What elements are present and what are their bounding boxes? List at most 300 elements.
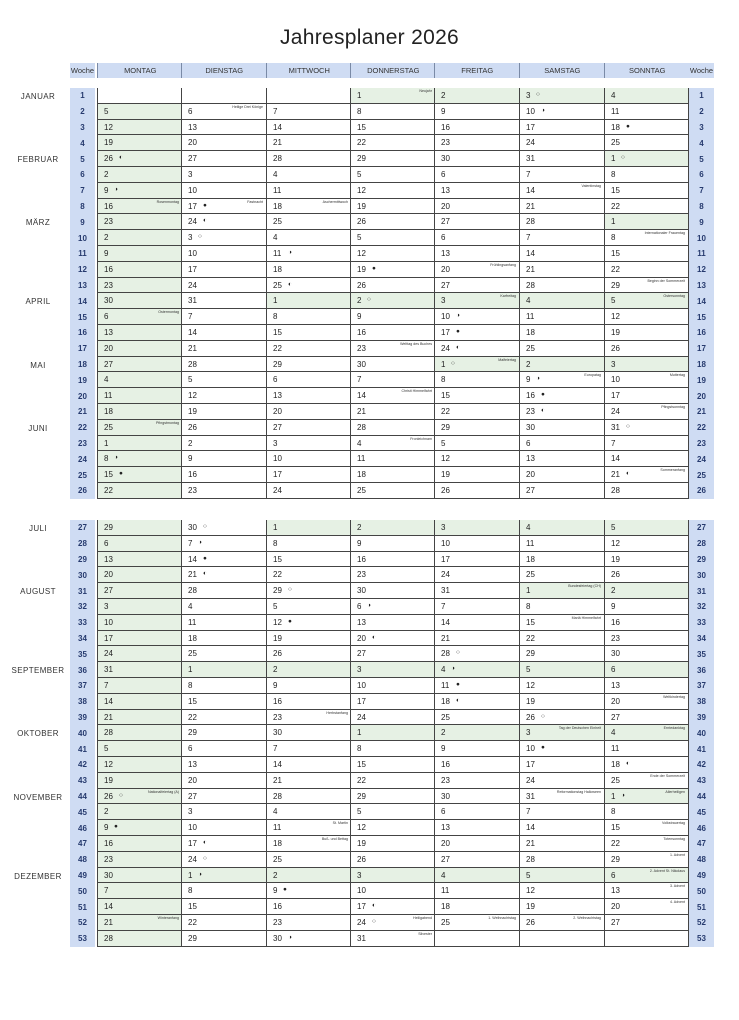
day-cell[interactable] xyxy=(434,631,519,647)
day-cell[interactable] xyxy=(181,694,266,710)
day-cell[interactable] xyxy=(519,631,604,647)
day-cell[interactable] xyxy=(97,230,182,246)
day-cell[interactable] xyxy=(350,646,435,662)
day-cell[interactable] xyxy=(181,467,266,483)
day-cell[interactable] xyxy=(266,467,351,483)
day-cell[interactable] xyxy=(181,836,266,852)
day-cell[interactable] xyxy=(350,599,435,615)
day-cell[interactable] xyxy=(604,135,689,151)
day-cell[interactable] xyxy=(97,88,182,104)
day-cell[interactable] xyxy=(519,325,604,341)
day-cell[interactable] xyxy=(350,567,435,583)
day-cell[interactable] xyxy=(266,868,351,884)
day-cell[interactable] xyxy=(350,151,435,167)
day-cell[interactable] xyxy=(434,789,519,805)
day-cell[interactable] xyxy=(97,931,182,947)
day-cell[interactable] xyxy=(350,309,435,325)
day-cell[interactable] xyxy=(604,631,689,647)
day-cell[interactable] xyxy=(519,199,604,215)
day-cell[interactable] xyxy=(350,915,435,931)
day-cell[interactable] xyxy=(266,646,351,662)
day-cell[interactable] xyxy=(97,868,182,884)
day-cell[interactable] xyxy=(350,552,435,568)
day-cell[interactable] xyxy=(519,567,604,583)
day-cell[interactable] xyxy=(519,757,604,773)
day-cell[interactable] xyxy=(434,325,519,341)
day-cell[interactable] xyxy=(350,868,435,884)
day-cell[interactable] xyxy=(266,293,351,309)
day-cell[interactable] xyxy=(181,773,266,789)
day-cell[interactable] xyxy=(97,520,182,536)
day-cell[interactable] xyxy=(350,357,435,373)
day-cell[interactable] xyxy=(181,789,266,805)
day-cell[interactable] xyxy=(350,135,435,151)
day-cell[interactable] xyxy=(181,662,266,678)
day-cell[interactable] xyxy=(604,436,689,452)
day-cell[interactable] xyxy=(181,388,266,404)
day-cell[interactable] xyxy=(519,451,604,467)
day-cell[interactable] xyxy=(181,483,266,499)
day-cell[interactable] xyxy=(604,725,689,741)
day-cell[interactable] xyxy=(434,520,519,536)
day-cell[interactable] xyxy=(266,678,351,694)
day-cell[interactable] xyxy=(97,615,182,631)
day-cell[interactable] xyxy=(350,388,435,404)
day-cell[interactable] xyxy=(97,183,182,199)
day-cell[interactable] xyxy=(266,536,351,552)
day-cell[interactable] xyxy=(350,325,435,341)
day-cell[interactable] xyxy=(97,915,182,931)
day-cell[interactable] xyxy=(266,230,351,246)
day-cell[interactable] xyxy=(181,599,266,615)
day-cell[interactable] xyxy=(519,309,604,325)
day-cell[interactable] xyxy=(181,278,266,294)
day-cell[interactable] xyxy=(604,804,689,820)
day-cell[interactable] xyxy=(604,852,689,868)
day-cell[interactable] xyxy=(434,230,519,246)
day-cell[interactable] xyxy=(181,135,266,151)
day-cell[interactable] xyxy=(97,388,182,404)
day-cell[interactable] xyxy=(350,757,435,773)
day-cell[interactable] xyxy=(350,678,435,694)
day-cell[interactable] xyxy=(181,631,266,647)
day-cell[interactable] xyxy=(97,646,182,662)
day-cell[interactable] xyxy=(350,167,435,183)
day-cell[interactable] xyxy=(266,899,351,915)
day-cell[interactable] xyxy=(97,199,182,215)
day-cell[interactable] xyxy=(519,789,604,805)
day-cell[interactable] xyxy=(350,789,435,805)
day-cell[interactable] xyxy=(604,883,689,899)
day-cell[interactable] xyxy=(604,388,689,404)
day-cell[interactable] xyxy=(519,467,604,483)
day-cell[interactable] xyxy=(604,741,689,757)
day-cell[interactable] xyxy=(266,341,351,357)
day-cell[interactable] xyxy=(350,214,435,230)
day-cell[interactable] xyxy=(181,451,266,467)
day-cell[interactable] xyxy=(519,151,604,167)
day-cell[interactable] xyxy=(266,246,351,262)
day-cell[interactable] xyxy=(350,931,435,947)
day-cell[interactable] xyxy=(604,868,689,884)
day-cell[interactable] xyxy=(350,631,435,647)
day-cell[interactable] xyxy=(604,309,689,325)
day-cell[interactable] xyxy=(350,262,435,278)
day-cell[interactable] xyxy=(604,214,689,230)
day-cell[interactable] xyxy=(97,246,182,262)
day-cell[interactable] xyxy=(181,199,266,215)
day-cell[interactable] xyxy=(97,151,182,167)
day-cell[interactable] xyxy=(97,536,182,552)
day-cell[interactable] xyxy=(266,183,351,199)
day-cell[interactable] xyxy=(181,820,266,836)
day-cell[interactable] xyxy=(350,520,435,536)
day-cell[interactable] xyxy=(181,372,266,388)
day-cell[interactable] xyxy=(97,725,182,741)
day-cell[interactable] xyxy=(434,615,519,631)
day-cell[interactable] xyxy=(604,710,689,726)
day-cell[interactable] xyxy=(350,725,435,741)
day-cell[interactable] xyxy=(97,404,182,420)
day-cell[interactable] xyxy=(266,520,351,536)
day-cell[interactable] xyxy=(519,694,604,710)
day-cell[interactable] xyxy=(266,278,351,294)
day-cell[interactable] xyxy=(181,151,266,167)
day-cell[interactable] xyxy=(519,520,604,536)
day-cell[interactable] xyxy=(97,662,182,678)
day-cell[interactable] xyxy=(519,183,604,199)
day-cell[interactable] xyxy=(519,357,604,373)
day-cell[interactable] xyxy=(434,404,519,420)
day-cell[interactable] xyxy=(350,710,435,726)
day-cell[interactable] xyxy=(434,120,519,136)
day-cell[interactable] xyxy=(434,646,519,662)
day-cell[interactable] xyxy=(181,567,266,583)
day-cell[interactable] xyxy=(266,583,351,599)
day-cell[interactable] xyxy=(604,293,689,309)
day-cell[interactable] xyxy=(266,483,351,499)
day-cell[interactable] xyxy=(604,899,689,915)
day-cell[interactable] xyxy=(266,836,351,852)
day-cell[interactable] xyxy=(434,135,519,151)
day-cell[interactable] xyxy=(181,246,266,262)
day-cell[interactable] xyxy=(181,183,266,199)
day-cell[interactable] xyxy=(266,388,351,404)
day-cell[interactable] xyxy=(266,931,351,947)
day-cell[interactable] xyxy=(97,451,182,467)
day-cell[interactable] xyxy=(181,357,266,373)
day-cell[interactable] xyxy=(604,420,689,436)
day-cell[interactable] xyxy=(519,246,604,262)
day-cell[interactable] xyxy=(266,757,351,773)
day-cell[interactable] xyxy=(434,372,519,388)
day-cell[interactable] xyxy=(97,552,182,568)
day-cell[interactable] xyxy=(266,120,351,136)
day-cell[interactable] xyxy=(350,883,435,899)
day-cell[interactable] xyxy=(434,388,519,404)
day-cell[interactable] xyxy=(604,341,689,357)
day-cell[interactable] xyxy=(519,104,604,120)
day-cell[interactable] xyxy=(434,931,519,947)
day-cell[interactable] xyxy=(604,552,689,568)
day-cell[interactable] xyxy=(604,646,689,662)
day-cell[interactable] xyxy=(181,678,266,694)
day-cell[interactable] xyxy=(519,804,604,820)
day-cell[interactable] xyxy=(266,694,351,710)
day-cell[interactable] xyxy=(604,599,689,615)
day-cell[interactable] xyxy=(519,725,604,741)
day-cell[interactable] xyxy=(97,789,182,805)
day-cell[interactable] xyxy=(519,404,604,420)
day-cell[interactable] xyxy=(350,246,435,262)
day-cell[interactable] xyxy=(97,804,182,820)
day-cell[interactable] xyxy=(181,536,266,552)
day-cell[interactable] xyxy=(350,372,435,388)
day-cell[interactable] xyxy=(604,167,689,183)
day-cell[interactable] xyxy=(434,309,519,325)
day-cell[interactable] xyxy=(97,599,182,615)
day-cell[interactable] xyxy=(519,214,604,230)
day-cell[interactable] xyxy=(519,678,604,694)
day-cell[interactable] xyxy=(519,88,604,104)
day-cell[interactable] xyxy=(604,483,689,499)
day-cell[interactable] xyxy=(434,104,519,120)
day-cell[interactable] xyxy=(97,757,182,773)
day-cell[interactable] xyxy=(181,725,266,741)
day-cell[interactable] xyxy=(97,357,182,373)
day-cell[interactable] xyxy=(97,120,182,136)
day-cell[interactable] xyxy=(350,120,435,136)
day-cell[interactable] xyxy=(434,694,519,710)
day-cell[interactable] xyxy=(519,372,604,388)
day-cell[interactable] xyxy=(266,804,351,820)
day-cell[interactable] xyxy=(604,451,689,467)
day-cell[interactable] xyxy=(519,710,604,726)
day-cell[interactable] xyxy=(604,262,689,278)
day-cell[interactable] xyxy=(604,662,689,678)
day-cell[interactable] xyxy=(604,404,689,420)
day-cell[interactable] xyxy=(181,552,266,568)
day-cell[interactable] xyxy=(97,167,182,183)
day-cell[interactable] xyxy=(350,804,435,820)
day-cell[interactable] xyxy=(434,662,519,678)
day-cell[interactable] xyxy=(350,773,435,789)
day-cell[interactable] xyxy=(434,852,519,868)
day-cell[interactable] xyxy=(434,88,519,104)
day-cell[interactable] xyxy=(181,710,266,726)
day-cell[interactable] xyxy=(181,883,266,899)
day-cell[interactable] xyxy=(604,915,689,931)
day-cell[interactable] xyxy=(266,167,351,183)
day-cell[interactable] xyxy=(604,820,689,836)
day-cell[interactable] xyxy=(519,599,604,615)
day-cell[interactable] xyxy=(350,583,435,599)
day-cell[interactable] xyxy=(519,483,604,499)
day-cell[interactable] xyxy=(266,199,351,215)
day-cell[interactable] xyxy=(350,899,435,915)
day-cell[interactable] xyxy=(181,615,266,631)
day-cell[interactable] xyxy=(350,104,435,120)
day-cell[interactable] xyxy=(434,483,519,499)
day-cell[interactable] xyxy=(350,536,435,552)
day-cell[interactable] xyxy=(604,151,689,167)
day-cell[interactable] xyxy=(181,899,266,915)
day-cell[interactable] xyxy=(350,483,435,499)
day-cell[interactable] xyxy=(266,420,351,436)
day-cell[interactable] xyxy=(97,293,182,309)
day-cell[interactable] xyxy=(181,520,266,536)
day-cell[interactable] xyxy=(266,151,351,167)
day-cell[interactable] xyxy=(266,404,351,420)
day-cell[interactable] xyxy=(519,120,604,136)
day-cell[interactable] xyxy=(181,214,266,230)
day-cell[interactable] xyxy=(604,467,689,483)
day-cell[interactable] xyxy=(181,325,266,341)
day-cell[interactable] xyxy=(181,804,266,820)
day-cell[interactable] xyxy=(266,135,351,151)
day-cell[interactable] xyxy=(266,789,351,805)
day-cell[interactable] xyxy=(604,104,689,120)
day-cell[interactable] xyxy=(266,915,351,931)
day-cell[interactable] xyxy=(97,278,182,294)
day-cell[interactable] xyxy=(266,883,351,899)
day-cell[interactable] xyxy=(181,915,266,931)
day-cell[interactable] xyxy=(519,773,604,789)
day-cell[interactable] xyxy=(181,741,266,757)
day-cell[interactable] xyxy=(519,230,604,246)
day-cell[interactable] xyxy=(350,836,435,852)
day-cell[interactable] xyxy=(434,599,519,615)
day-cell[interactable] xyxy=(604,757,689,773)
day-cell[interactable] xyxy=(181,230,266,246)
day-cell[interactable] xyxy=(604,183,689,199)
day-cell[interactable] xyxy=(519,883,604,899)
day-cell[interactable] xyxy=(434,151,519,167)
day-cell[interactable] xyxy=(266,631,351,647)
day-cell[interactable] xyxy=(434,899,519,915)
day-cell[interactable] xyxy=(266,662,351,678)
day-cell[interactable] xyxy=(97,852,182,868)
day-cell[interactable] xyxy=(519,615,604,631)
day-cell[interactable] xyxy=(434,536,519,552)
day-cell[interactable] xyxy=(434,183,519,199)
day-cell[interactable] xyxy=(519,388,604,404)
day-cell[interactable] xyxy=(434,167,519,183)
day-cell[interactable] xyxy=(519,836,604,852)
day-cell[interactable] xyxy=(97,341,182,357)
day-cell[interactable] xyxy=(266,436,351,452)
day-cell[interactable] xyxy=(350,451,435,467)
day-cell[interactable] xyxy=(604,520,689,536)
day-cell[interactable] xyxy=(266,262,351,278)
day-cell[interactable] xyxy=(97,420,182,436)
day-cell[interactable] xyxy=(266,357,351,373)
day-cell[interactable] xyxy=(266,599,351,615)
day-cell[interactable] xyxy=(97,325,182,341)
day-cell[interactable] xyxy=(434,883,519,899)
day-cell[interactable] xyxy=(350,199,435,215)
day-cell[interactable] xyxy=(97,883,182,899)
day-cell[interactable] xyxy=(181,420,266,436)
day-cell[interactable] xyxy=(266,325,351,341)
day-cell[interactable] xyxy=(519,915,604,931)
day-cell[interactable] xyxy=(97,372,182,388)
day-cell[interactable] xyxy=(604,88,689,104)
day-cell[interactable] xyxy=(181,120,266,136)
day-cell[interactable] xyxy=(97,483,182,499)
day-cell[interactable] xyxy=(266,88,351,104)
day-cell[interactable] xyxy=(519,741,604,757)
day-cell[interactable] xyxy=(519,135,604,151)
day-cell[interactable] xyxy=(434,915,519,931)
day-cell[interactable] xyxy=(266,615,351,631)
day-cell[interactable] xyxy=(604,583,689,599)
day-cell[interactable] xyxy=(266,725,351,741)
day-cell[interactable] xyxy=(434,710,519,726)
day-cell[interactable] xyxy=(350,230,435,246)
day-cell[interactable] xyxy=(181,88,266,104)
day-cell[interactable] xyxy=(97,436,182,452)
day-cell[interactable] xyxy=(519,536,604,552)
day-cell[interactable] xyxy=(266,552,351,568)
day-cell[interactable] xyxy=(434,678,519,694)
day-cell[interactable] xyxy=(434,836,519,852)
day-cell[interactable] xyxy=(434,214,519,230)
day-cell[interactable] xyxy=(350,404,435,420)
day-cell[interactable] xyxy=(434,725,519,741)
day-cell[interactable] xyxy=(266,741,351,757)
day-cell[interactable] xyxy=(434,757,519,773)
day-cell[interactable] xyxy=(604,567,689,583)
day-cell[interactable] xyxy=(604,278,689,294)
day-cell[interactable] xyxy=(350,88,435,104)
day-cell[interactable] xyxy=(519,852,604,868)
day-cell[interactable] xyxy=(350,615,435,631)
day-cell[interactable] xyxy=(181,646,266,662)
day-cell[interactable] xyxy=(434,420,519,436)
day-cell[interactable] xyxy=(181,852,266,868)
day-cell[interactable] xyxy=(519,820,604,836)
day-cell[interactable] xyxy=(604,773,689,789)
day-cell[interactable] xyxy=(434,278,519,294)
day-cell[interactable] xyxy=(97,262,182,278)
day-cell[interactable] xyxy=(181,104,266,120)
day-cell[interactable] xyxy=(434,804,519,820)
day-cell[interactable] xyxy=(350,820,435,836)
day-cell[interactable] xyxy=(350,341,435,357)
day-cell[interactable] xyxy=(266,451,351,467)
day-cell[interactable] xyxy=(350,420,435,436)
day-cell[interactable] xyxy=(519,552,604,568)
day-cell[interactable] xyxy=(519,341,604,357)
day-cell[interactable] xyxy=(97,309,182,325)
day-cell[interactable] xyxy=(434,567,519,583)
day-cell[interactable] xyxy=(519,899,604,915)
day-cell[interactable] xyxy=(97,820,182,836)
day-cell[interactable] xyxy=(350,436,435,452)
day-cell[interactable] xyxy=(434,293,519,309)
day-cell[interactable] xyxy=(519,262,604,278)
day-cell[interactable] xyxy=(604,120,689,136)
day-cell[interactable] xyxy=(97,694,182,710)
day-cell[interactable] xyxy=(434,552,519,568)
day-cell[interactable] xyxy=(97,631,182,647)
day-cell[interactable] xyxy=(519,167,604,183)
day-cell[interactable] xyxy=(434,341,519,357)
day-cell[interactable] xyxy=(350,467,435,483)
day-cell[interactable] xyxy=(434,583,519,599)
day-cell[interactable] xyxy=(97,773,182,789)
